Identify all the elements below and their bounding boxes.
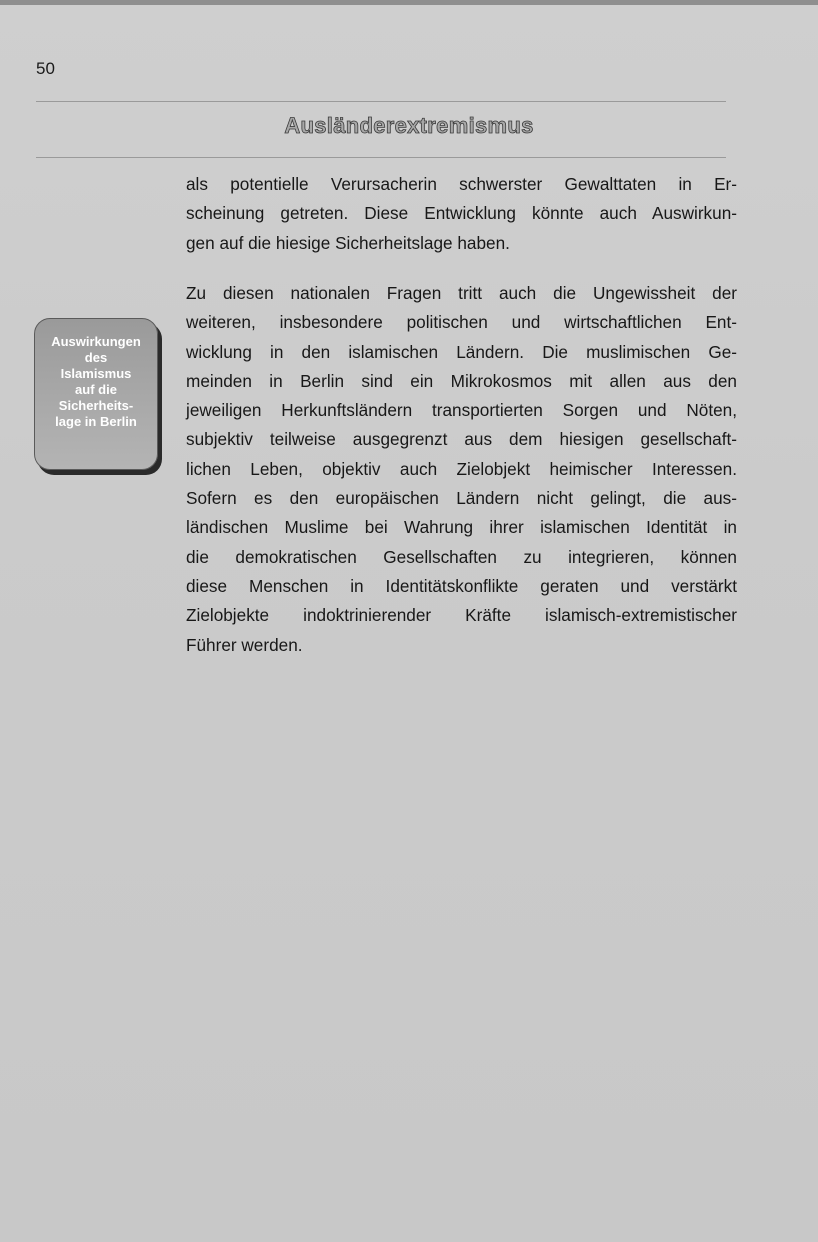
text-line: jeweiligen Herkunftsländern transportierten Sorgen und Nöten,: [186, 400, 737, 421]
body-paragraph-2: [186, 279, 737, 660]
text-line: scheinung getreten. Diese Entwicklung könnte auch Auswirkun-: [186, 203, 737, 224]
margin-note-line: Sicherheits-: [58, 398, 134, 413]
text-line: subjektiv teilweise ausgegrenzt aus dem hiesigen gesellschaft-: [186, 429, 737, 450]
text-line: als potentielle Verursacherin schwerster Gewalttaten in Er-: [186, 174, 737, 194]
running-header-title: Ausländerextremismus: [284, 113, 534, 138]
margin-note-line: lage in Berlin: [55, 414, 137, 429]
text-line: gen auf die hiesige Sicherheitslage haben.: [186, 232, 510, 253]
text-line: Sofern es den europäischen Ländern nicht gelingt, die aus-: [186, 488, 737, 509]
margin-note-line: auf die: [75, 382, 117, 397]
text-line: Zielobjekte indoktrinierender Kräfte islamisch-extremistischer: [186, 605, 737, 626]
margin-note-line: des: [84, 350, 108, 365]
page-top-edge: [0, 0, 818, 5]
header-rule-bottom: [36, 157, 726, 158]
margin-note-line: Auswirkungen: [51, 334, 141, 349]
text-line: meinden in Berlin sind ein Mikrokosmos mit allen aus den: [186, 370, 737, 391]
margin-note-box: [34, 318, 158, 470]
text-line: Führer werden.: [186, 634, 303, 655]
header-rule-top: [36, 101, 726, 102]
page-number: 50: [36, 59, 55, 78]
text-line: ländischen Muslime bei Wahrung ihrer islamischen Identität in: [186, 517, 737, 538]
margin-note-line: Islamismus: [60, 366, 132, 381]
text-line: die demokratischen Gesellschaften zu integrieren, können: [186, 546, 737, 567]
body-paragraph-1: [186, 170, 737, 258]
text-line: lichen Leben, objektiv auch Zielobjekt heimischer Interessen.: [186, 458, 737, 479]
text-line: weiteren, insbesondere politischen und wirtschaftlichen Ent-: [186, 312, 737, 333]
text-line: Zu diesen nationalen Fragen tritt auch die Ungewissheit der: [186, 283, 737, 303]
text-line: wicklung in den islamischen Ländern. Die muslimischen Ge-: [186, 341, 737, 362]
text-line: diese Menschen in Identitätskonflikte geraten und verstärkt: [186, 575, 737, 596]
